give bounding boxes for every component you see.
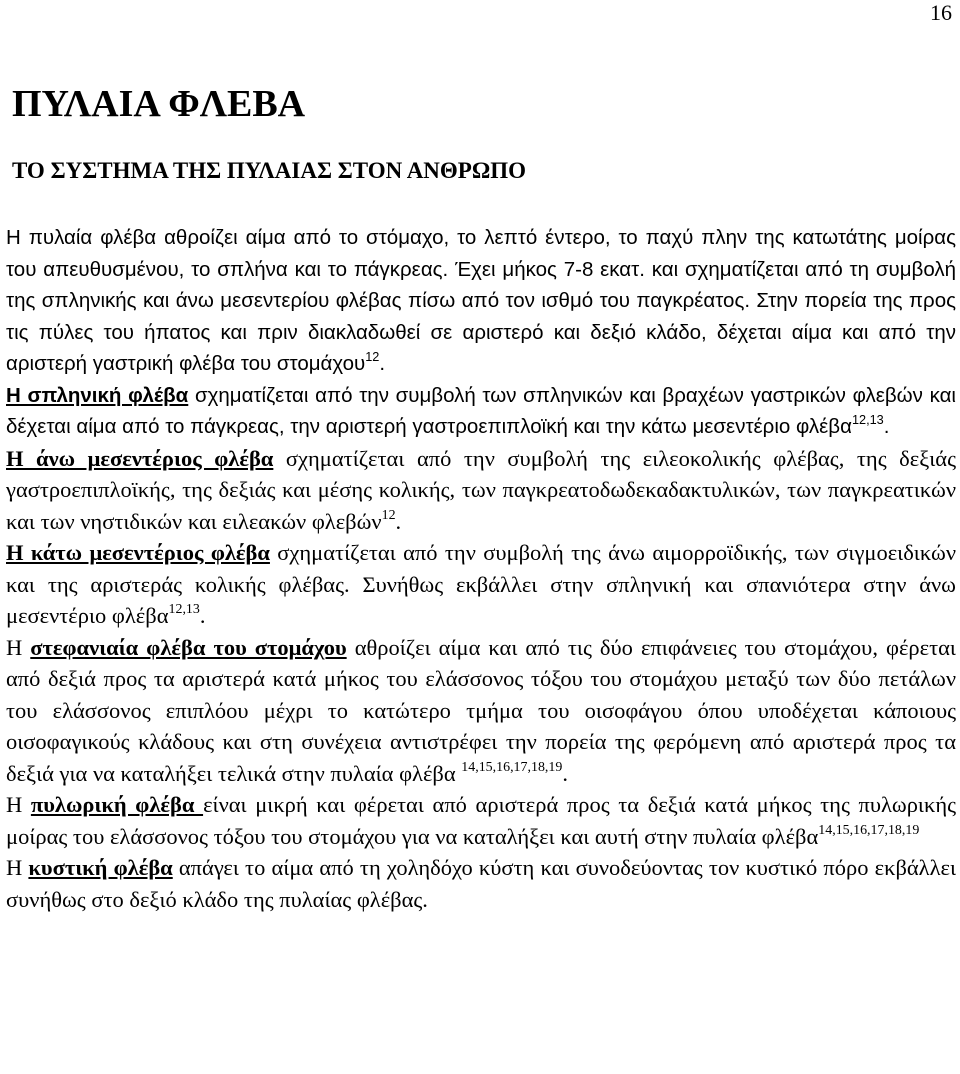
- coronary-vein-term: στεφανιαία φλέβα του στομάχου: [30, 634, 347, 660]
- coronary-vein-reference: 14,15,16,17,18,19: [461, 759, 563, 775]
- superior-mesenteric-term: Η άνω μεσεντέριος φλέβα: [6, 445, 274, 471]
- page-number: 16: [930, 0, 952, 25]
- splenic-vein-end: .: [883, 415, 890, 438]
- inferior-mesenteric-term: Η κάτω μεσεντέριος φλέβα: [6, 540, 270, 565]
- pyloric-vein-text: είναι μικρή και φέρεται από αριστερά προς τα δεξιά κατά μήκος της πυλωρικής μοίρας του ελάσσονος τόξου του στομάχου για να καταλήξει και αυτή στην πυλαία φλέβα: [6, 792, 956, 849]
- coronary-vein-end: .: [562, 760, 568, 786]
- section-subtitle: ΤΟ ΣΥΣΤΗΜΑ ΤΗΣ ΠΥΛΑΙΑΣ ΣΤΟΝ ΑΝΘΡΩΠΟ: [12, 158, 527, 183]
- pyloric-vein-term: πυλωρική φλέβα: [30, 792, 204, 817]
- splenic-vein-text: σχηματίζεται από την συμβολή των σπληνικών και βραχέων γαστρικών φλεβών και δέχεται αίμα από το πάγκρεας, την αριστερή γαστροεπιπλοϊκή και την κάτω μεσεντέριο φλέβα: [6, 383, 956, 438]
- superior-mesenteric-end: .: [395, 508, 402, 534]
- inferior-mesenteric-text: σχηματίζεται από την συμβολή της άνω αιμορροϊδικής, των σιγμοειδικών και της αριστεράς κολικής φλέβας. Συνήθως εκβάλλει στην σπληνική και σπανιότερα στην άνω μεσεντέριο φλέβα: [6, 540, 956, 628]
- superior-mesenteric-text: σχηματίζεται από την συμβολή της ειλεοκολικής φλέβας, της δεξιάς γαστροεπιπλοϊκής, της δεξιάς και μέσης κολικής, των παγκρεατοδωδεκαδακτυλικών, των παγκρεατικών και των νηστιδικών και ειλεακών φλεβών: [6, 445, 956, 534]
- splenic-vein-reference: 12,13: [851, 411, 884, 427]
- cystic-vein-paragraph: [6, 852, 956, 915]
- page-title: ΠΥΛΑΙΑ ΦΛΕΒΑ: [12, 83, 306, 125]
- inferior-mesenteric-end: .: [199, 603, 206, 628]
- intro-reference: 12: [365, 348, 380, 364]
- superior-mesenteric-reference: 12: [381, 507, 396, 523]
- pyloric-vein-reference: 14,15,16,17,18,19: [818, 822, 920, 838]
- intro-end: .: [379, 352, 386, 375]
- document-body: [6, 222, 956, 915]
- cystic-vein-lead: Η: [6, 855, 29, 880]
- coronary-vein-text: αθροίζει αίμα και από τις δύο επιφάνειες του στομάχου, φέρεται από δεξιά προς τα αριστερά κατά μήκος του ελάσσονος τόξου του στομάχου μεταξύ των δύο πετάλων του ελάσσονος επιπλόου μέχρι το κατώτερο τμήμα του οισοφάγου όπου υποδέχεται κάποιους οισοφαγικούς κλάδους και στη συνέχεια αντιστρέφει την πορεία της φερόμενη από αριστερά προς τα δεξιά για να καταλήξει τελικά στην πυλαία φλέβα: [6, 634, 956, 786]
- inferior-mesenteric-paragraph: [6, 537, 956, 632]
- intro-text: Η πυλαία φλέβα αθροίζει αίμα από το στόμαχο, το λεπτό έντερο, το παχύ πλην της κατωτάτης μοίρας του απευθυσμένου, το σπλήνα και το πάγκρεας. Έχει μήκος 7-8 εκατ. και σχηματίζεται από τη συμβολή της σπληνικής και άνω μεσεντερίου φλέβας πίσω από τον ισθμό του παγκρέατος. Στην πορεία της προς τις πύλες του ήπατος και πριν διακλαδωθεί σε αριστερό και δεξιό κλάδο, δέχεται αίμα και από την αριστερή γαστρική φλέβα του στομάχου: [6, 226, 956, 375]
- inferior-mesenteric-reference: 12,13: [168, 601, 200, 617]
- cystic-vein-text: απάγει το αίμα από τη χοληδόχο κύστη και συνοδεύοντας τον κυστικό πόρο εκβάλλει συνήθως στο δεξιό κλάδο της πυλαίας φλέβας.: [6, 855, 956, 912]
- pyloric-vein-paragraph: [6, 789, 956, 852]
- coronary-vein-paragraph: [6, 632, 956, 790]
- superior-mesenteric-paragraph: [6, 443, 956, 538]
- pyloric-vein-lead: Η: [6, 792, 31, 817]
- splenic-vein-term: Η σπληνική φλέβα: [6, 383, 189, 407]
- cystic-vein-term: κυστική φλέβα: [28, 855, 173, 880]
- coronary-vein-lead: Η: [6, 634, 31, 660]
- intro-paragraph: [6, 222, 956, 380]
- splenic-vein-paragraph: [6, 380, 956, 443]
